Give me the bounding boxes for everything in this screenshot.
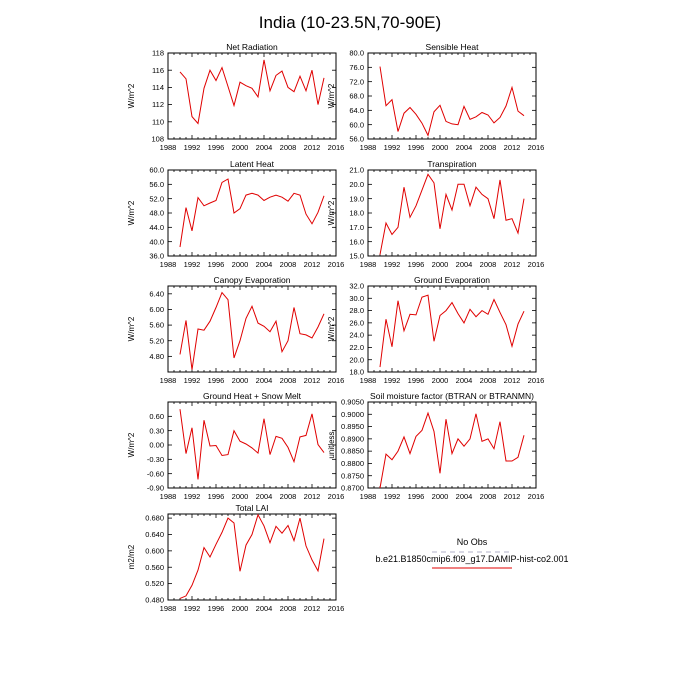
y-tick-label: 36.0 — [149, 251, 164, 261]
panel-title: Net Radiation — [226, 42, 278, 52]
x-tick-label: 1996 — [407, 376, 425, 385]
y-axis-label: W/m^2 — [127, 432, 136, 458]
x-tick-label: 2000 — [431, 376, 449, 385]
x-tick-label: 2000 — [231, 492, 249, 501]
panel-title: Ground Evaporation — [413, 275, 491, 285]
x-tick-label: 1996 — [407, 260, 425, 269]
y-tick-label: 6.00 — [149, 305, 164, 315]
y-tick-label: 0.680 — [145, 513, 164, 523]
x-tick-label: 2012 — [303, 260, 321, 269]
y-tick-label: 80.0 — [349, 48, 364, 58]
x-tick-label: 2008 — [479, 492, 497, 501]
y-tick-label: 114 — [152, 83, 164, 92]
y-tick-label: 44.0 — [149, 222, 164, 232]
y-tick-label: 0.8850 — [341, 446, 364, 456]
y-tick-label: 0.560 — [145, 562, 164, 572]
legend-label-model: b.e21.B1850cmip6.f09_g17.DAMIP-hist-co2.001 — [375, 554, 569, 564]
x-tick-label: 1992 — [183, 143, 201, 152]
y-tick-label: 16.0 — [349, 237, 364, 247]
x-tick-label: 2012 — [503, 492, 521, 501]
x-tick-label: 1988 — [359, 143, 377, 152]
y-tick-label: -0.90 — [146, 483, 164, 493]
y-tick-label: 110 — [152, 117, 164, 127]
y-tick-label: 28.0 — [349, 306, 364, 316]
y-tick-label: 0.60 — [149, 411, 164, 421]
y-tick-label: 6.40 — [149, 289, 164, 299]
y-axis-label: W/m^2 — [127, 83, 136, 109]
y-axis-label: W/m^2 — [327, 83, 336, 109]
y-axis-label: W/m^2 — [327, 316, 336, 342]
y-tick-label: 118 — [152, 48, 164, 58]
x-tick-label: 2008 — [479, 376, 497, 385]
y-tick-label: 5.20 — [149, 336, 164, 346]
figure-title: India (10-23.5N,70-90E) — [258, 13, 442, 32]
y-tick-label: 76.0 — [349, 62, 364, 72]
y-tick-label: 20.0 — [349, 179, 364, 189]
x-tick-label: 2004 — [255, 143, 273, 152]
x-tick-label: 2000 — [431, 260, 449, 269]
x-tick-label: 1988 — [159, 604, 177, 613]
y-tick-label: 0.30 — [149, 426, 164, 436]
x-tick-label: 2004 — [455, 492, 473, 501]
x-tick-label: 1996 — [407, 143, 425, 152]
x-tick-label: 1988 — [359, 260, 377, 269]
x-tick-label: 1988 — [159, 260, 177, 269]
x-tick-label: 2000 — [231, 604, 249, 613]
x-tick-label: 2000 — [231, 260, 249, 269]
y-tick-label: -0.30 — [146, 454, 164, 464]
x-tick-label: 2016 — [327, 492, 345, 501]
y-tick-label: 116 — [152, 65, 164, 75]
y-tick-label: 56.0 — [149, 179, 164, 189]
x-tick-label: 2012 — [503, 143, 521, 152]
y-tick-label: 17.0 — [349, 222, 364, 232]
y-tick-label: 60.0 — [149, 165, 164, 175]
x-tick-label: 1996 — [407, 492, 425, 501]
y-tick-label: 5.60 — [149, 320, 164, 330]
x-tick-label: 2004 — [255, 492, 273, 501]
x-tick-label: 1988 — [159, 492, 177, 501]
y-tick-label: 15.0 — [349, 251, 364, 261]
x-tick-label: 2004 — [255, 260, 273, 269]
y-tick-label: 20.0 — [349, 355, 364, 365]
y-tick-label: 0.600 — [145, 546, 164, 556]
y-tick-label: 0.8750 — [341, 471, 364, 481]
y-tick-label: 0.8900 — [341, 434, 364, 444]
x-tick-label: 2016 — [327, 260, 345, 269]
x-tick-label: 2012 — [303, 604, 321, 613]
y-axis-label: W/m^2 — [127, 316, 136, 342]
x-tick-label: 2000 — [231, 143, 249, 152]
x-tick-label: 2008 — [479, 143, 497, 152]
x-tick-label: 2016 — [327, 376, 345, 385]
x-tick-label: 2000 — [431, 143, 449, 152]
x-tick-label: 2008 — [279, 492, 297, 501]
y-tick-label: 0.9000 — [341, 409, 364, 419]
y-tick-label: 52.0 — [149, 194, 164, 204]
x-tick-label: 2016 — [527, 492, 545, 501]
y-tick-label: 56.0 — [349, 134, 364, 144]
x-tick-label: 1996 — [207, 604, 225, 613]
y-tick-label: 0.9050 — [341, 397, 364, 407]
x-tick-label: 1988 — [159, 143, 177, 152]
y-tick-label: 108 — [151, 134, 164, 144]
y-tick-label: 0.640 — [145, 530, 164, 540]
x-tick-label: 1996 — [207, 376, 225, 385]
y-tick-label: 68.0 — [349, 91, 364, 101]
y-tick-label: 0.8800 — [341, 459, 364, 469]
y-tick-label: 60.0 — [349, 120, 364, 130]
y-axis-label: W/m^2 — [127, 200, 136, 226]
x-tick-label: 2004 — [455, 376, 473, 385]
x-tick-label: 2012 — [503, 376, 521, 385]
x-tick-label: 2012 — [503, 260, 521, 269]
x-tick-label: 2004 — [455, 143, 473, 152]
panel-title: Canopy Evaporation — [213, 275, 291, 285]
y-axis-label: unitless — [327, 431, 336, 459]
y-tick-label: 26.0 — [349, 318, 364, 328]
y-tick-label: 18.0 — [349, 367, 364, 377]
y-tick-label: 0.8950 — [341, 422, 364, 432]
x-tick-label: 2008 — [279, 604, 297, 613]
y-tick-label: 19.0 — [349, 194, 364, 204]
y-tick-label: 0.520 — [145, 579, 164, 589]
x-tick-label: 1992 — [383, 143, 401, 152]
y-tick-label: 112 — [152, 100, 164, 110]
x-tick-label: 1996 — [207, 260, 225, 269]
legend-label-no-obs: No Obs — [456, 537, 488, 547]
panel-title: Total LAI — [235, 503, 269, 513]
x-tick-label: 2004 — [255, 376, 273, 385]
x-tick-label: 1992 — [183, 492, 201, 501]
x-tick-label: 2000 — [431, 492, 449, 501]
y-tick-label: 30.0 — [349, 293, 364, 303]
x-tick-label: 2016 — [327, 143, 345, 152]
y-tick-label: 40.0 — [149, 237, 164, 247]
x-tick-label: 2008 — [279, 376, 297, 385]
x-tick-label: 1988 — [159, 376, 177, 385]
x-tick-label: 1992 — [183, 376, 201, 385]
x-tick-label: 1996 — [207, 492, 225, 501]
y-tick-label: 64.0 — [349, 105, 364, 115]
y-tick-label: 21.0 — [349, 165, 364, 175]
x-tick-label: 1992 — [383, 492, 401, 501]
x-tick-label: 1992 — [183, 260, 201, 269]
y-tick-label: 0.8700 — [341, 483, 364, 493]
x-tick-label: 2016 — [527, 260, 545, 269]
y-tick-label: -0.60 — [146, 469, 164, 479]
x-tick-label: 1988 — [359, 376, 377, 385]
x-tick-label: 2012 — [303, 143, 321, 152]
y-tick-label: 22.0 — [349, 343, 364, 353]
x-tick-label: 2016 — [527, 143, 545, 152]
x-tick-label: 2012 — [303, 376, 321, 385]
y-tick-label: 72.0 — [349, 77, 364, 87]
x-tick-label: 2008 — [279, 143, 297, 152]
x-tick-label: 1996 — [207, 143, 225, 152]
y-axis-label: W/m^2 — [327, 200, 336, 226]
y-tick-label: 4.80 — [149, 351, 164, 361]
panel-title: Latent Heat — [230, 159, 274, 169]
x-tick-label: 2004 — [255, 604, 273, 613]
x-tick-label: 2004 — [455, 260, 473, 269]
y-tick-label: 18.0 — [349, 208, 364, 218]
panel-title: Transpiration — [427, 159, 477, 169]
x-tick-label: 2000 — [231, 376, 249, 385]
y-axis-label: m2/m2 — [127, 544, 136, 570]
y-tick-label: 24.0 — [349, 330, 364, 340]
x-tick-label: 1992 — [383, 376, 401, 385]
panel-title: Soil moisture factor (BTRAN or BTRANMN) — [370, 391, 534, 401]
y-tick-label: 0.00 — [149, 440, 164, 450]
x-tick-label: 2012 — [303, 492, 321, 501]
x-tick-label: 2008 — [479, 260, 497, 269]
x-tick-label: 1992 — [383, 260, 401, 269]
x-tick-label: 2016 — [327, 604, 345, 613]
panel-title: Sensible Heat — [425, 42, 479, 52]
y-tick-label: 48.0 — [149, 208, 164, 218]
panel-title: Ground Heat + Snow Melt — [202, 391, 302, 401]
x-tick-label: 1992 — [183, 604, 201, 613]
x-tick-label: 2016 — [527, 376, 545, 385]
y-tick-label: 0.480 — [145, 595, 164, 605]
x-tick-label: 2008 — [279, 260, 297, 269]
x-tick-label: 1988 — [359, 492, 377, 501]
y-tick-label: 32.0 — [349, 281, 364, 291]
